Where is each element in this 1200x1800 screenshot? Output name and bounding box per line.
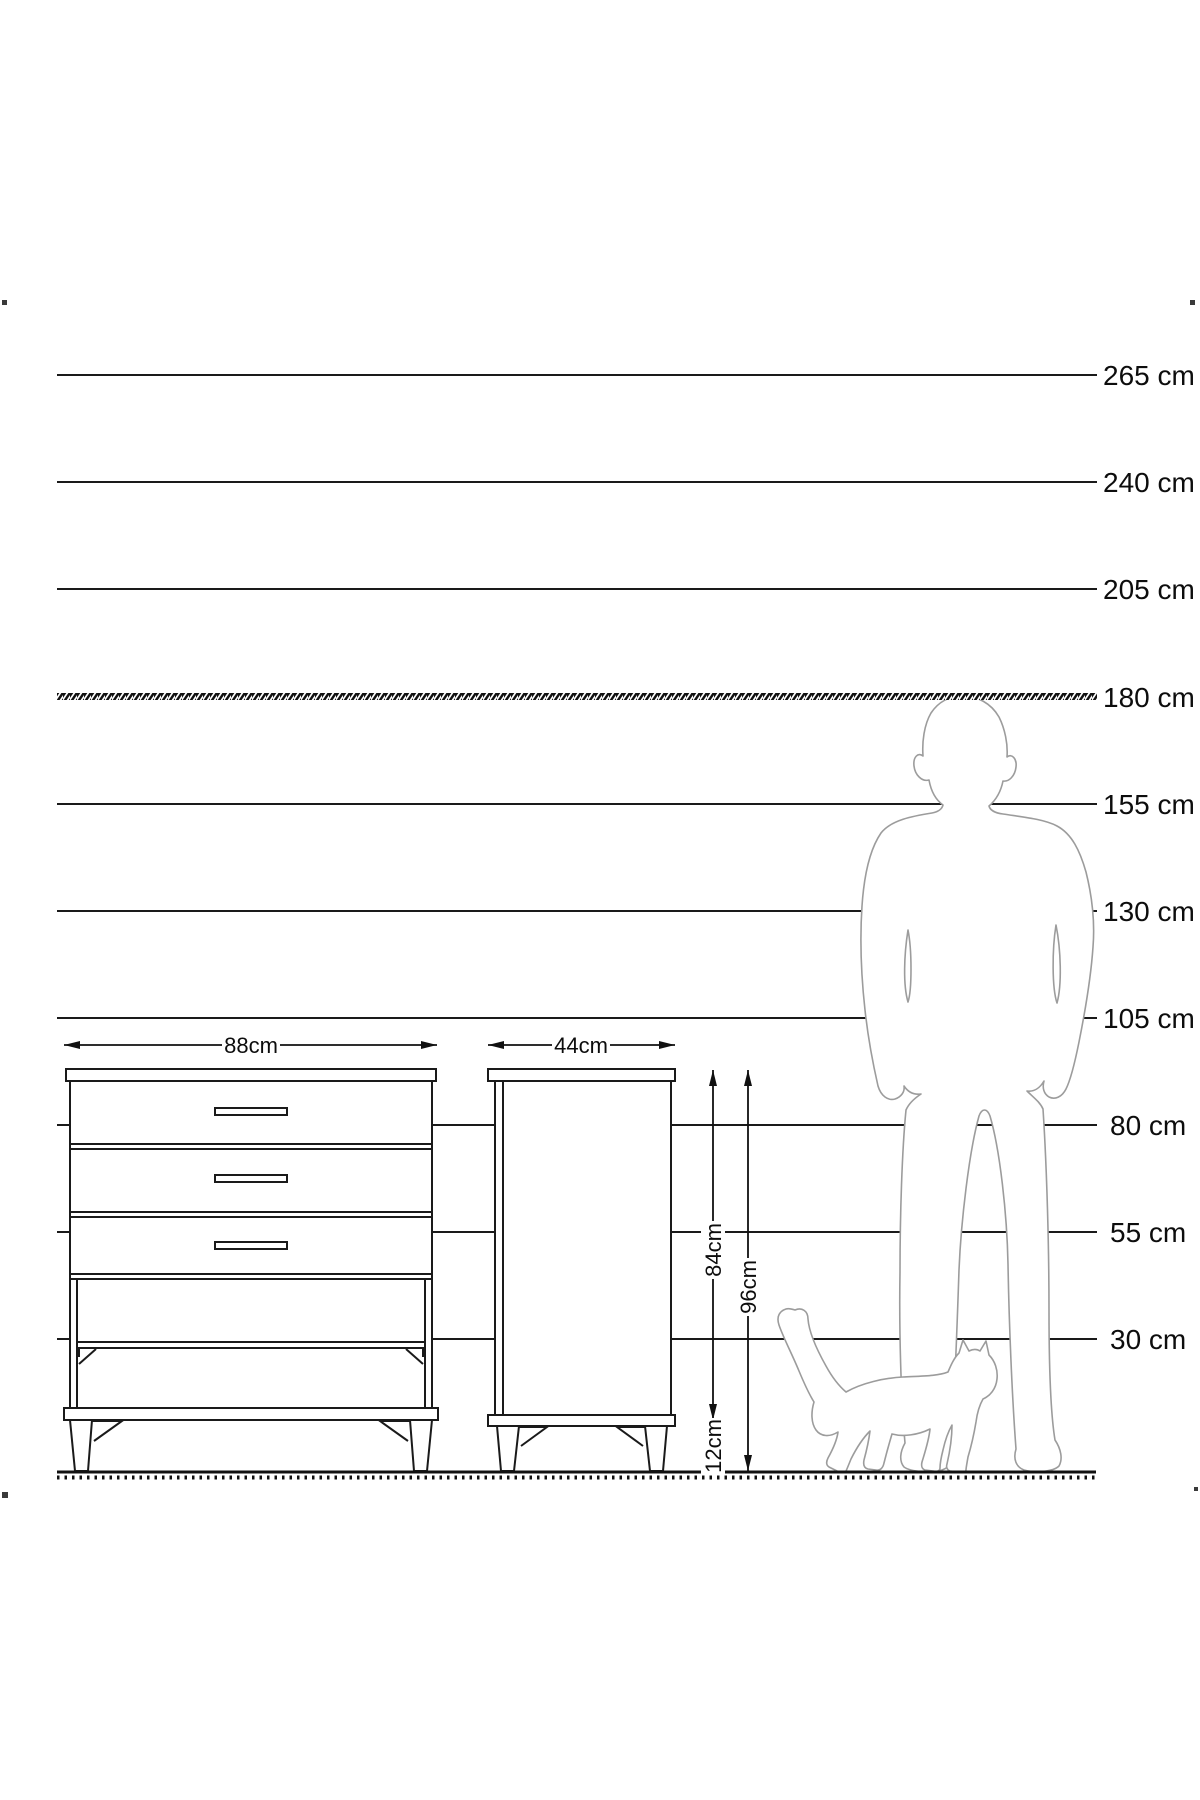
arrowhead-up [744,1070,752,1086]
dimension-height-body [701,1070,726,1420]
cabinet-side-view [488,1069,675,1471]
speck-bottom-left [2,1492,8,1498]
arrowhead-down [709,1404,717,1420]
drawer-handle-1 [215,1108,287,1115]
side-depth-label: 44cm [554,1033,608,1058]
ground-line [57,1472,1096,1478]
cat-outline [778,1309,997,1473]
arrowhead-left [488,1041,504,1049]
speck-top-right [1190,300,1195,305]
front-width-label: 88cm [224,1033,278,1058]
scale-label-80: 80 cm [1110,1110,1187,1141]
scale-label-155: 155 cm [1103,789,1195,820]
cabinet-front-view [64,1069,438,1471]
arrowhead-down [744,1455,752,1471]
side-leg-left [497,1426,519,1471]
dimension-height-legs [701,1418,726,1474]
side-leg-right-brace [617,1427,645,1446]
scale-label-55: 55 cm [1110,1217,1187,1248]
side-body [495,1081,671,1415]
body-height-label: 84cm [701,1223,726,1277]
dimension-width-front [64,1033,437,1058]
arrowhead-left [64,1041,80,1049]
hatched-line-180 [57,693,1097,700]
scale-label-105: 105 cm [1103,1003,1195,1034]
side-leg-right [645,1426,667,1471]
scale-label-205: 205 cm [1103,574,1195,605]
scale-labels [1103,360,1195,1355]
drawer-handle-3 [215,1242,287,1249]
front-top-board [66,1069,436,1081]
arrowhead-right [421,1041,437,1049]
front-leg-right [410,1420,432,1471]
scale-label-30: 30 cm [1110,1324,1187,1355]
speck-bottom-right [1194,1487,1198,1491]
arrowhead-right [659,1041,675,1049]
front-bottom-board [64,1408,438,1420]
front-leg-right-brace [380,1421,410,1441]
arrowhead-up [709,1070,717,1086]
side-top-board [488,1069,675,1081]
dimension-height-total [736,1070,761,1471]
leg-height-label: 12cm [701,1419,726,1473]
scale-label-180: 180 cm [1103,682,1195,713]
side-bottom-board [488,1415,675,1426]
cat-silhouette [778,1309,997,1473]
front-leg-left-brace [92,1421,122,1441]
total-height-label: 96cm [736,1260,761,1314]
speck-top-left [2,300,7,305]
scale-label-240: 240 cm [1103,467,1195,498]
scale-label-265: 265 cm [1103,360,1195,391]
front-leg-left [70,1420,92,1471]
scale-label-130: 130 cm [1103,896,1195,927]
dimension-depth-side [488,1033,675,1058]
drawer-handle-2 [215,1175,287,1182]
side-leg-left-brace [519,1427,547,1446]
